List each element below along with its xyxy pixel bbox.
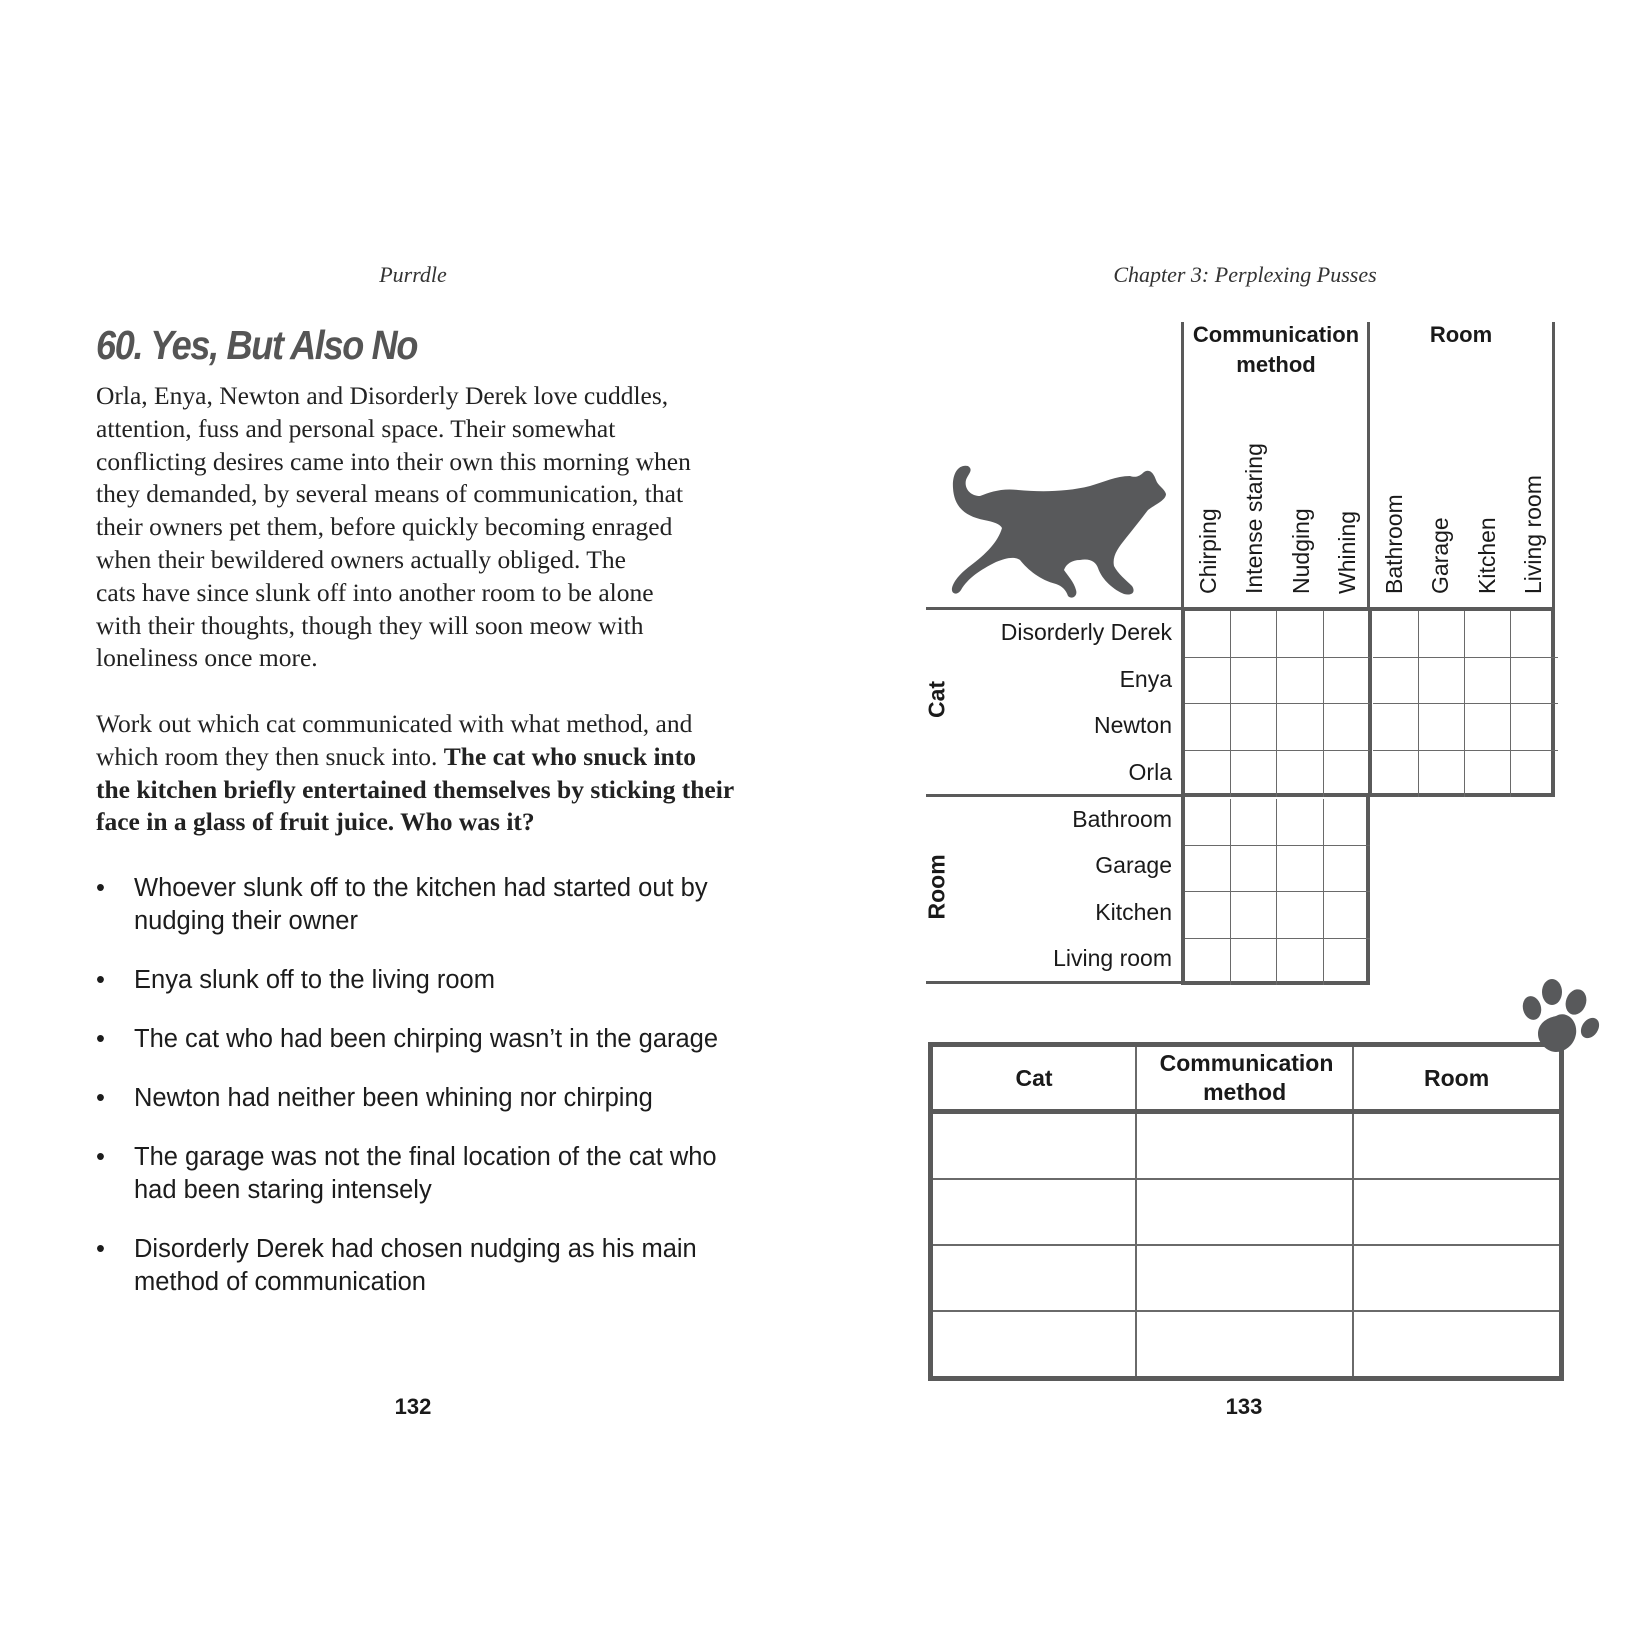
grid-cell[interactable] bbox=[1185, 939, 1231, 986]
column-header-bathroom: Bathroom bbox=[1381, 494, 1407, 594]
clue-item: • Newton had neither been whining nor chirping bbox=[96, 1082, 736, 1115]
grid-cell[interactable] bbox=[1185, 658, 1231, 705]
grid-cell[interactable] bbox=[1419, 751, 1465, 798]
answer-cell-method[interactable] bbox=[1136, 1179, 1353, 1245]
row-label-orla: Orla bbox=[1128, 759, 1172, 785]
answer-cell-cat[interactable] bbox=[931, 1179, 1137, 1245]
grid-cell[interactable] bbox=[1419, 611, 1465, 658]
bullet-icon: • bbox=[96, 874, 105, 902]
grid-cell[interactable] bbox=[1277, 799, 1323, 846]
answer-cell-room[interactable] bbox=[1353, 1112, 1561, 1180]
bullet-icon: • bbox=[96, 1235, 105, 1263]
puzzle-intro bbox=[96, 380, 736, 839]
grid-cell[interactable] bbox=[1185, 799, 1231, 846]
group-header-communication-method: Communication method bbox=[1192, 322, 1360, 377]
row-label-enya: Enya bbox=[1119, 666, 1172, 692]
grid-cell[interactable] bbox=[1465, 658, 1511, 705]
grid-header-divider bbox=[1367, 322, 1370, 608]
column-header-kitchen: Kitchen bbox=[1474, 517, 1500, 594]
answer-row bbox=[931, 1245, 1562, 1311]
answer-row bbox=[931, 1179, 1562, 1245]
paw-print-icon bbox=[1518, 972, 1602, 1054]
grid-header-divider bbox=[1552, 322, 1555, 608]
grid-cell[interactable] bbox=[1277, 939, 1323, 986]
grid-cell[interactable] bbox=[1419, 658, 1465, 705]
answer-header-communication-method: Communication method bbox=[1136, 1045, 1353, 1112]
puzzle-title: 60. Yes, But Also No bbox=[96, 322, 418, 368]
grid-cell[interactable] bbox=[1231, 892, 1277, 939]
grid-cell[interactable] bbox=[1511, 658, 1557, 705]
row-label-kitchen: Kitchen bbox=[1095, 899, 1172, 925]
grid-cell[interactable] bbox=[1465, 704, 1511, 751]
grid-cell[interactable] bbox=[1324, 939, 1370, 986]
answer-cell-cat[interactable] bbox=[931, 1311, 1137, 1379]
grid-cell[interactable] bbox=[1277, 658, 1323, 705]
grid-cell[interactable] bbox=[1324, 846, 1370, 893]
bullet-icon: • bbox=[96, 966, 105, 994]
grid-cell[interactable] bbox=[1324, 658, 1370, 705]
answer-cell-room[interactable] bbox=[1353, 1311, 1561, 1379]
grid-cell[interactable] bbox=[1277, 892, 1323, 939]
grid-cell[interactable] bbox=[1185, 704, 1231, 751]
row-label-garage: Garage bbox=[1095, 852, 1172, 878]
row-label-disorderly-derek: Disorderly Derek bbox=[1000, 619, 1172, 645]
grid-cell[interactable] bbox=[1511, 611, 1557, 658]
grid-cell[interactable] bbox=[1277, 846, 1323, 893]
row-label-living-room: Living room bbox=[1053, 945, 1172, 971]
grid-cell[interactable] bbox=[1231, 704, 1277, 751]
grid-cell[interactable] bbox=[1373, 611, 1419, 658]
column-header-whining: Whining bbox=[1334, 510, 1360, 594]
group-header-room: Room bbox=[1429, 322, 1493, 347]
answer-header-room: Room bbox=[1353, 1045, 1561, 1112]
row-label-bathroom: Bathroom bbox=[1072, 806, 1172, 832]
grid-cell[interactable] bbox=[1231, 799, 1277, 846]
grid-cell[interactable] bbox=[1373, 658, 1419, 705]
answer-row bbox=[931, 1112, 1562, 1180]
grid-cell[interactable] bbox=[1277, 704, 1323, 751]
grid-label-rule bbox=[926, 794, 1184, 797]
page-number-left: 132 bbox=[394, 1394, 432, 1419]
grid-cell[interactable] bbox=[1231, 939, 1277, 986]
column-header-nudging: Nudging bbox=[1288, 508, 1314, 594]
answer-table bbox=[928, 1042, 1564, 1381]
grid-header-divider bbox=[1181, 322, 1184, 608]
grid-cell[interactable] bbox=[1185, 611, 1231, 658]
grid-cell[interactable] bbox=[1185, 892, 1231, 939]
row-label-newton: Newton bbox=[1094, 712, 1172, 738]
grid-cell[interactable] bbox=[1419, 704, 1465, 751]
answer-cell-method[interactable] bbox=[1136, 1112, 1353, 1180]
task-instruction: Work out which cat communicated with what method, and which room they then snuck into. bbox=[96, 708, 693, 771]
grid-cell[interactable] bbox=[1324, 799, 1370, 846]
answer-cell-method[interactable] bbox=[1136, 1245, 1353, 1311]
column-header-intense-staring: Intense staring bbox=[1241, 443, 1267, 594]
walking-cat-icon bbox=[944, 458, 1170, 598]
clue-item: • Enya slunk off to the living room bbox=[96, 964, 736, 997]
task-paragraph bbox=[96, 708, 736, 839]
grid-cell[interactable] bbox=[1511, 704, 1557, 751]
clue-item: • Whoever slunk off to the kitchen had started out by nudging their owner bbox=[96, 874, 708, 935]
grid-label-rule bbox=[926, 607, 1184, 610]
page-number-right: 133 bbox=[1225, 1394, 1263, 1419]
grid-cell[interactable] bbox=[1185, 846, 1231, 893]
left-running-head: Purrdle bbox=[379, 262, 447, 287]
bullet-icon: • bbox=[96, 1025, 105, 1053]
answer-cell-cat[interactable] bbox=[931, 1112, 1137, 1180]
answer-cell-method[interactable] bbox=[1136, 1311, 1353, 1379]
column-header-chirping: Chirping bbox=[1195, 508, 1221, 594]
bullet-icon: • bbox=[96, 1084, 105, 1112]
clue-item: • The garage was not the final location of the cat who had been staring intensely bbox=[96, 1143, 717, 1204]
row-group-label-room: Room bbox=[923, 854, 950, 920]
grid-cell[interactable] bbox=[1277, 611, 1323, 658]
grid-cell[interactable] bbox=[1465, 751, 1511, 798]
answer-cell-cat[interactable] bbox=[931, 1245, 1137, 1311]
grid-cell[interactable] bbox=[1324, 611, 1370, 658]
intro-paragraph: Orla, Enya, Newton and Disorderly Derek love cuddles, attention, fuss and personal space. Their somewhat conflicting desires came into their own this morning when they demanded, by several means of communication, that their owners pet them, before quickly becoming enraged when their bewildered owners actually obliged. The cats have since slunk off into another room to be alone with their thoughts, though they will soon meow with loneliness once more. bbox=[96, 381, 691, 673]
grid-cell[interactable] bbox=[1231, 611, 1277, 658]
right-running-head: Chapter 3: Perplexing Pusses bbox=[1113, 262, 1377, 287]
bullet-icon: • bbox=[96, 1143, 105, 1171]
answer-cell-room[interactable] bbox=[1353, 1179, 1561, 1245]
grid-cell[interactable] bbox=[1511, 751, 1557, 798]
grid-cell[interactable] bbox=[1231, 751, 1277, 798]
grid-cell[interactable] bbox=[1231, 846, 1277, 893]
row-group-label-cat: Cat bbox=[923, 680, 950, 719]
grid-cell[interactable] bbox=[1324, 892, 1370, 939]
grid-cell[interactable] bbox=[1231, 658, 1277, 705]
task-question: The cat who snuck into the kitchen briefly entertained themselves by sticking their face in a glass of fruit juice. Who was it? bbox=[96, 741, 734, 837]
clue-item: • The cat who had been chirping wasn’t in the garage bbox=[96, 1023, 736, 1056]
clue-list bbox=[96, 872, 736, 1325]
column-header-living-room: Living room bbox=[1520, 475, 1546, 594]
grid-cell[interactable] bbox=[1185, 751, 1231, 798]
grid-cell[interactable] bbox=[1373, 751, 1419, 798]
answer-header-cat: Cat bbox=[931, 1045, 1137, 1112]
grid-label-rule bbox=[926, 981, 1184, 984]
column-header-garage: Garage bbox=[1427, 517, 1453, 594]
grid-cell[interactable] bbox=[1373, 704, 1419, 751]
grid-cell[interactable] bbox=[1324, 704, 1370, 751]
grid-cell[interactable] bbox=[1324, 751, 1370, 798]
grid-cell[interactable] bbox=[1465, 611, 1511, 658]
answer-cell-room[interactable] bbox=[1353, 1245, 1561, 1311]
answer-row bbox=[931, 1311, 1562, 1379]
grid-cell[interactable] bbox=[1277, 751, 1323, 798]
clue-item: • Disorderly Derek had chosen nudging as his main method of communication bbox=[96, 1235, 697, 1296]
